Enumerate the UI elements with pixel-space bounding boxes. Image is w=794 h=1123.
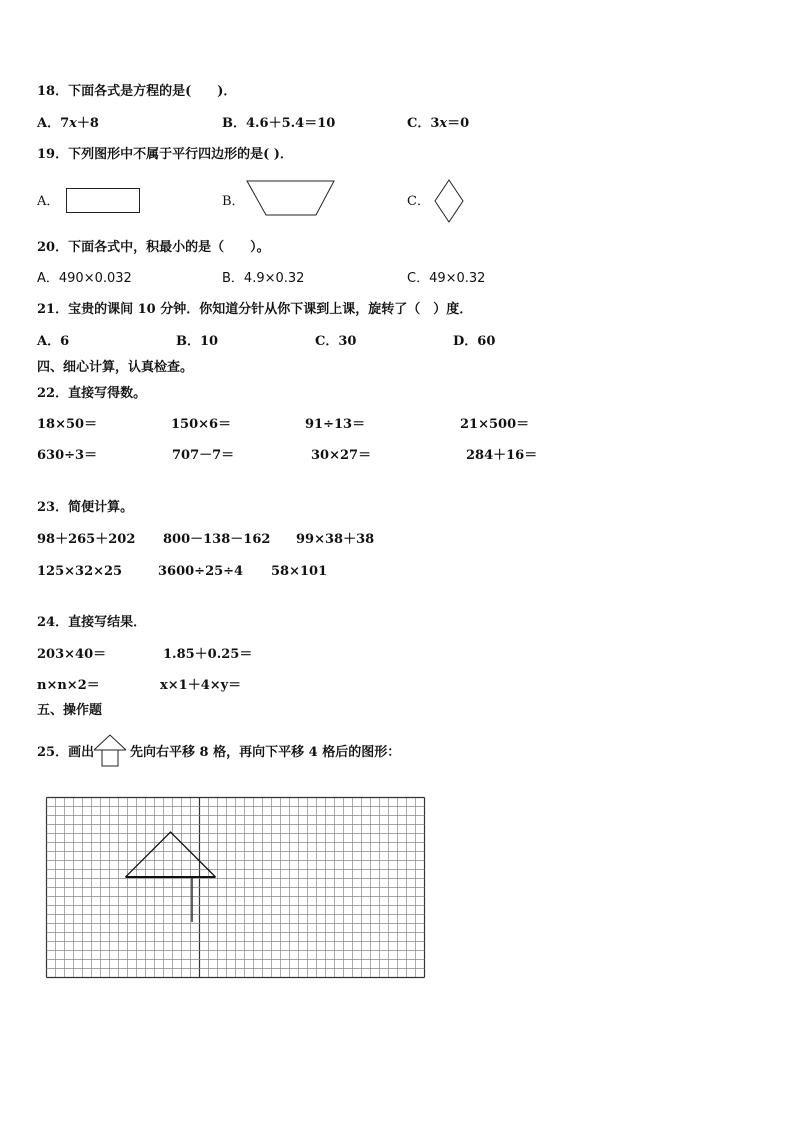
q23-stem: 23．简便计算。 xyxy=(37,500,134,515)
q23-item: 800－138－162 xyxy=(163,532,271,547)
house-figure xyxy=(126,832,216,922)
section-5-heading: 五、操作题 xyxy=(37,703,103,718)
q24-stem: 24．直接写结果． xyxy=(37,615,147,630)
q25-square-grid xyxy=(46,797,430,979)
q23-item: 99×38＋38 xyxy=(296,532,375,547)
q23-item: 58×101 xyxy=(271,564,328,579)
q25-stem-prefix: 25．画出 xyxy=(37,745,95,760)
q22-item: 707－7＝ xyxy=(172,448,235,463)
q23-item: 98＋265＋202 xyxy=(37,532,136,547)
q18-option-a-variable: x xyxy=(69,116,77,131)
q18-stem: 18．下面各式是方程的是( )． xyxy=(37,84,237,99)
q24-item: n×n×2＝ xyxy=(37,678,100,693)
q19-option-a-label: A． xyxy=(37,194,60,209)
q22-item: 91÷13＝ xyxy=(305,417,366,432)
q25-stem-suffix: 先向右平移 8 格，再向下平移 4 格后的图形： xyxy=(130,745,401,760)
q19-stem: 19．下列图形中不属于平行四边形的是( )． xyxy=(37,147,293,162)
q18-option-a-label: A． xyxy=(37,116,61,131)
q18-option-a xyxy=(37,116,99,132)
q22-item: 284＋16＝ xyxy=(466,448,538,463)
q18-option-c-variable: x xyxy=(439,116,448,131)
q21-option-d: D．60 xyxy=(453,334,496,349)
q18-option-a-coef: 7 xyxy=(60,116,70,131)
q24-item: x×1＋4×y＝ xyxy=(160,678,242,693)
q22-item: 630÷3＝ xyxy=(37,448,98,463)
q19-trapezoid-shape xyxy=(246,180,338,218)
q18-option-a-rest: ＋8 xyxy=(76,116,99,131)
q20-option-c: C．49×0.32 xyxy=(407,271,486,286)
q21-option-c: C．30 xyxy=(315,334,357,349)
section-4-heading: 四、细心计算，认真检查。 xyxy=(37,360,194,375)
q20-option-b: B．4.9×0.32 xyxy=(222,271,305,286)
house-roof-outline xyxy=(126,832,216,877)
q18-option-b: B．4.6＋5.4＝10 xyxy=(222,116,336,131)
q18-option-c xyxy=(407,116,469,132)
q23-item: 125×32×25 xyxy=(37,564,123,579)
q19-rectangle-shape xyxy=(66,188,142,215)
q21-option-a: A．6 xyxy=(37,334,70,349)
q22-item: 18×50＝ xyxy=(37,417,98,432)
q21-stem: 21．宝贵的课间 10 分钟．你知道分针从你下课到上课，旋转了（ ）度． xyxy=(37,302,473,317)
q22-stem: 22．直接写得数。 xyxy=(37,386,147,401)
grid-lines xyxy=(47,798,425,978)
q19-rhombus-shape xyxy=(434,179,466,225)
q20-stem: 20．下面各式中，积最小的是（ ）。 xyxy=(37,240,270,255)
q25-house-shape-icon xyxy=(93,734,129,768)
q22-item: 150×6＝ xyxy=(171,417,232,432)
q19-option-b-label: B． xyxy=(222,194,245,209)
q22-item: 21×500＝ xyxy=(460,417,530,432)
q21-option-b: B．10 xyxy=(176,334,219,349)
q18-option-c-label: C．3 xyxy=(407,116,440,131)
q20-option-a: A．490×0.032 xyxy=(37,271,132,286)
q23-item: 3600÷25÷4 xyxy=(158,564,244,579)
q24-item: 203×40＝ xyxy=(37,647,107,662)
q19-option-c-label: C． xyxy=(407,194,430,209)
q18-option-c-rest: ＝0 xyxy=(447,116,470,131)
q24-item: 1.85＋0.25＝ xyxy=(163,647,253,662)
q22-item: 30×27＝ xyxy=(311,448,372,463)
